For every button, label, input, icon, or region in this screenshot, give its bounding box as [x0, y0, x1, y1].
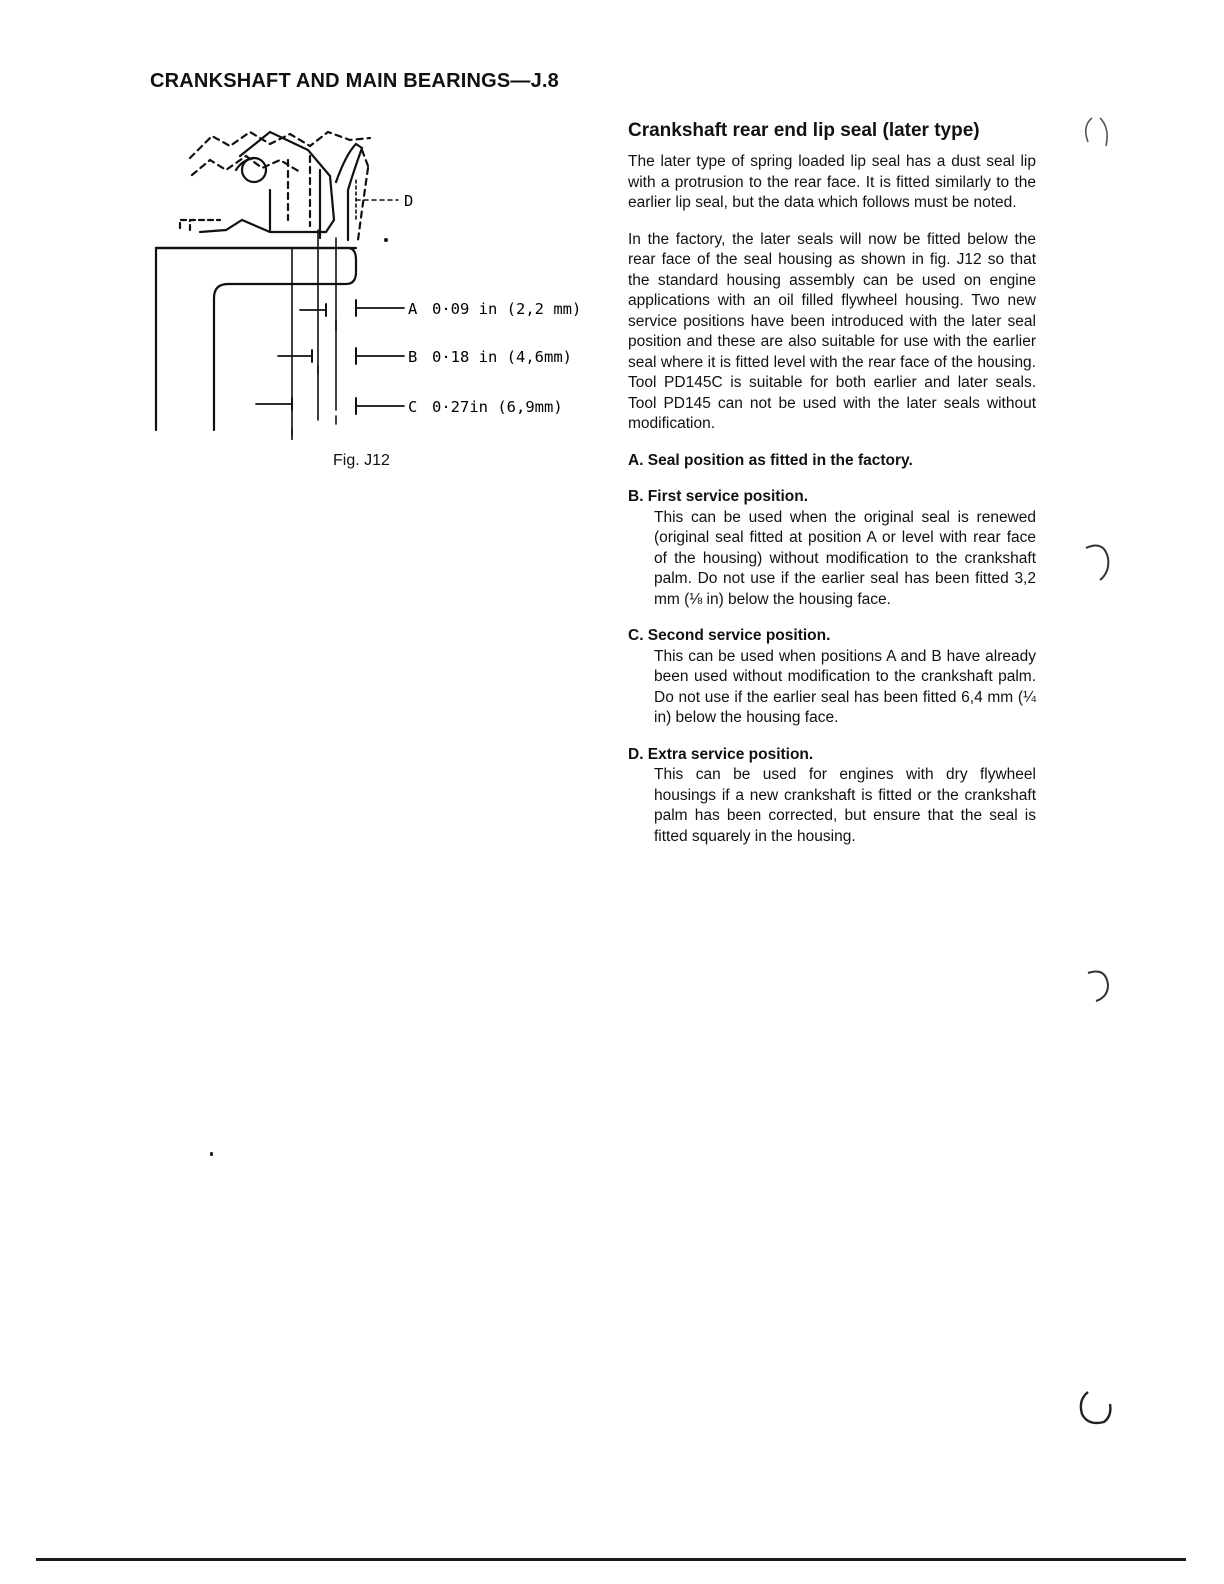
item-d-heading: D. Extra service position.	[628, 745, 814, 763]
page-title: CRANKSHAFT AND MAIN BEARINGS—J.8	[150, 70, 560, 92]
seal-position-diagram	[150, 120, 590, 440]
seal-lip-body	[200, 132, 334, 232]
scan-speck	[210, 1152, 213, 1156]
list-item-b	[628, 487, 1036, 610]
text-column	[628, 120, 1036, 863]
punch-hole-mark-2	[1080, 540, 1120, 584]
item-b-heading: B. First service position.	[628, 488, 809, 505]
dashed-seal-outline-lower	[192, 156, 300, 175]
item-c-body: This can be used when positions A and B have already been used without modification to the crankshaft palm. Do not use if the earlier seal has been fitted 6,4 mm (¼ in) below the housing face.	[654, 647, 1036, 726]
label-a-value: 0·09 in (2,2 mm)	[432, 300, 582, 318]
label-b-value: 0·18 in (4,6mm)	[432, 348, 572, 366]
list-item-d	[628, 745, 1036, 848]
item-c-heading: C. Second service position.	[628, 627, 831, 644]
factory-paragraph: In the factory, the later seals will now be fitted below the rear face of the seal housing as shown in fig. J12 so that the standard housing assembly can be used on engine applications with an oil filled flywheel housing. Two new service positions have been introduced with the later seal position and these are also suitable for use with the earlier seal where it is fitted level with the rear face of the housing. Tool PD145C is suitable for both earlier and later seals. Tool PD145 can not be used with the later seals without modification.	[628, 230, 1036, 432]
label-c-value: 0·27in (6,9mm)	[432, 398, 563, 416]
housing-outline	[156, 248, 356, 430]
item-b-body: This can be used when the original seal is renewed (original seal fitted at position A or level with rear face of the housing) without modification to the crankshaft palm. Do not use if the earlier seal has been fitted 3,2 mm (⅛ in) below the housing face.	[654, 508, 1036, 608]
item-a-heading: A. Seal position as fitted in the factory.	[628, 451, 913, 469]
item-d-body: This can be used for engines with dry flywheel housings if a new crankshaft is fitted or the crankshaft palm has been corrected, but ensure that the seal is fitted squarely in the housing.	[654, 766, 1036, 845]
label-c: C	[408, 398, 418, 416]
punch-hole-mark-4	[1074, 1386, 1118, 1430]
label-d: D	[404, 192, 414, 210]
punch-hole-mark-3	[1080, 965, 1120, 1005]
section-title: Crankshaft rear end lip seal (later type)	[628, 120, 980, 141]
intro-paragraph: The later type of spring loaded lip seal has a dust seal lip with a protrusion to the rear face. It is fitted similarly to the earlier lip seal, but the data which follows must be noted.	[628, 153, 1036, 211]
figure-caption: Fig. J12	[333, 452, 390, 469]
punch-hole-mark-1	[1080, 112, 1120, 152]
list-item-a	[628, 451, 1036, 472]
label-a: A	[408, 300, 418, 318]
list-item-c	[628, 626, 1036, 729]
bottom-rule	[36, 1558, 1186, 1561]
label-b: B	[408, 348, 418, 366]
